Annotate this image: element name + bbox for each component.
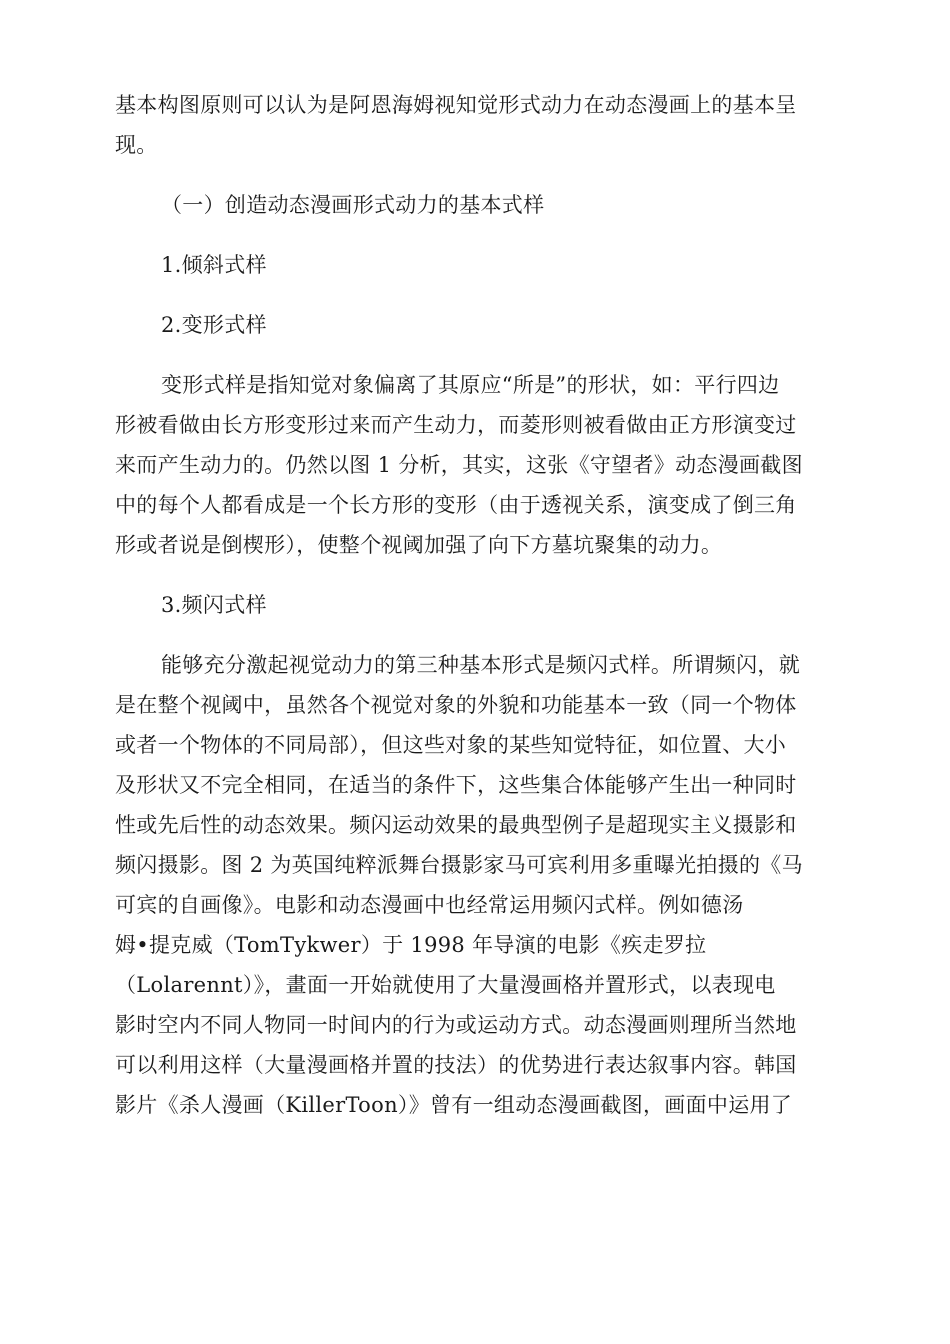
text-line: 或者一个物体的不同局部），但这些对象的某些知觉特征，如位置、大小 xyxy=(115,733,787,757)
intro-paragraph xyxy=(115,85,835,165)
text-line: 可宾的自画像》。电影和动态漫画中也经常运用频闪式样。例如德汤 xyxy=(115,893,744,917)
text-line: 姆•提克威（TomTykwer）于 1998 年导演的电影《疾走罗拉 xyxy=(115,933,707,957)
text-line: 形或者说是倒楔形），使整个视阈加强了向下方墓坑聚集的动力。 xyxy=(115,533,723,557)
text-line: 变形式样是指知觉对象偏离了其原应“所是”的形状，如：平行四边 xyxy=(161,373,780,397)
item-heading-deform: 2.变形式样 xyxy=(161,313,267,337)
item-heading-strobe: 3.频闪式样 xyxy=(161,593,267,617)
text-line: 可以利用这样（大量漫画格并置的技法）的优势进行表达叙事内容。韩国 xyxy=(115,1053,797,1077)
text-line: （Lolarennt）》，畫面一开始就使用了大量漫画格并置形式，以表现电 xyxy=(115,973,776,997)
text-line: 现。 xyxy=(115,133,158,157)
text-line: 影时空内不同人物同一时间内的行为或运动方式。动态漫画则理所当然地 xyxy=(115,1013,797,1037)
text-line: 中的每个人都看成是一个长方形的变形（由于透视关系，演变成了倒三角 xyxy=(115,493,797,517)
text-line: 能够充分激起视觉动力的第三种基本形式是频闪式样。所谓频闪，就 xyxy=(161,653,800,677)
text-line: 频闪摄影。图 2 为英国纯粹派舞台摄影家马可宾利用多重曝光拍摄的《马 xyxy=(115,853,803,877)
deform-paragraph xyxy=(115,365,835,565)
text-line: 及形状又不完全相同，在适当的条件下，这些集合体能够产生出一种同时 xyxy=(115,773,797,797)
text-line: 形被看做由长方形变形过来而产生动力，而菱形则被看做由正方形演变过 xyxy=(115,413,797,437)
text-line: 基本构图原则可以认为是阿恩海姆视知觉形式动力在动态漫画上的基本呈 xyxy=(115,93,797,117)
section-heading: （一）创造动态漫画形式动力的基本式样 xyxy=(161,193,545,217)
text-line: 性或先后性的动态效果。频闪运动效果的最典型例子是超现实主义摄影和 xyxy=(115,813,797,837)
item-heading-tilt: 1.倾斜式样 xyxy=(161,253,267,277)
strobe-paragraph xyxy=(115,645,835,1125)
document-body xyxy=(115,85,835,1125)
text-line: 影片《杀人漫画（KillerToon）》曾有一组动态漫画截图，画面中运用了 xyxy=(115,1093,793,1117)
text-line: 来而产生动力的。仍然以图 1 分析，其实，这张《守望者》动态漫画截图 xyxy=(115,453,803,477)
text-line: 是在整个视阈中，虽然各个视觉对象的外貌和功能基本一致（同一个物体 xyxy=(115,693,797,717)
